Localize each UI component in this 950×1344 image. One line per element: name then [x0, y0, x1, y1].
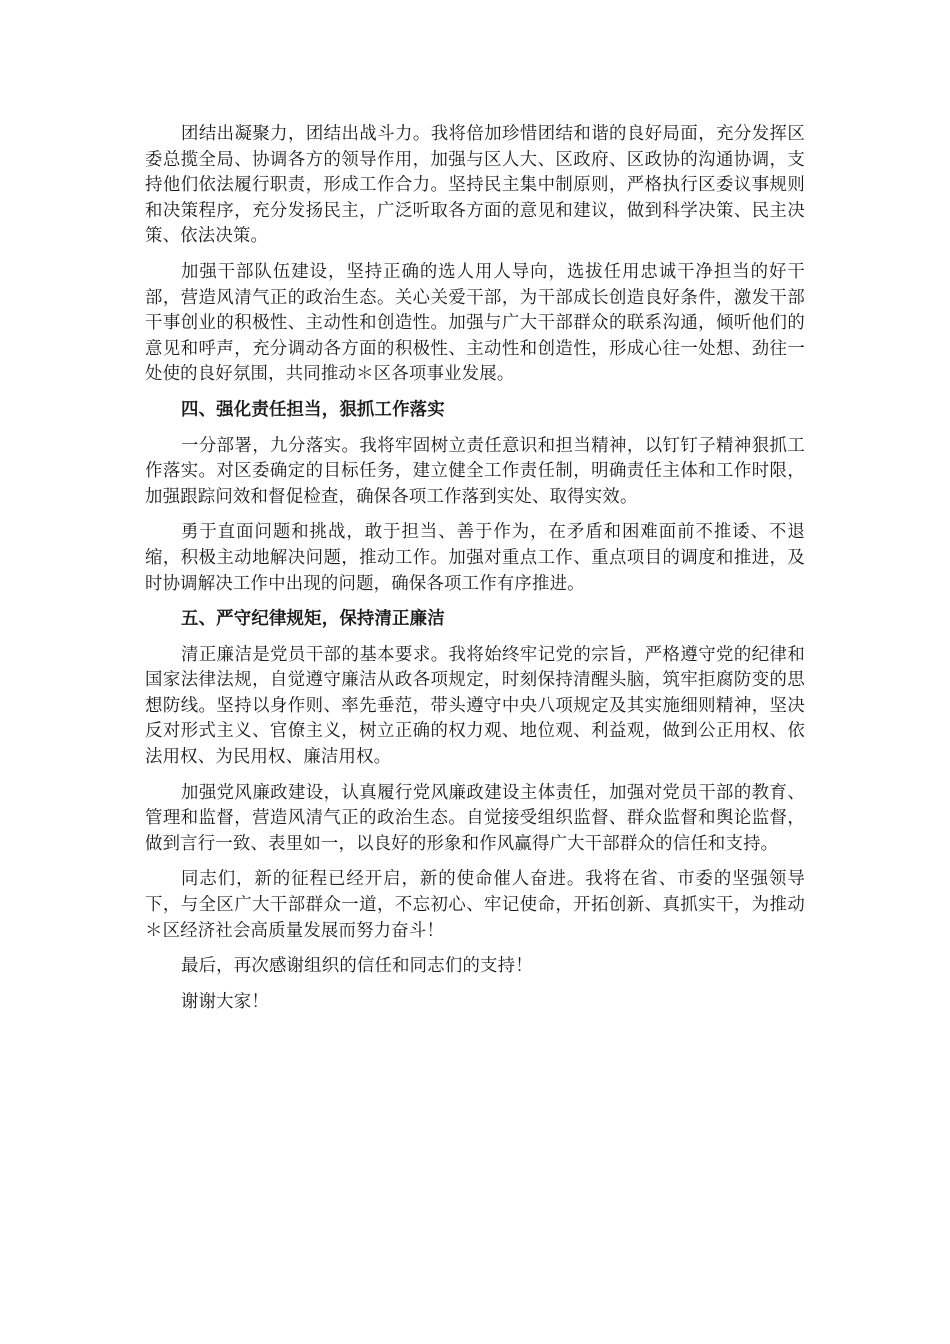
paragraph: 团结出凝聚力，团结出战斗力。我将倍加珍惜团结和谐的良好局面，充分发挥区委总揽全局、协调各方的领导作用，加强与区人大、区政府、区政协的沟通协调，支持他们依法履行职责，形成工作合力。坚持民主集中制原则，严格执行区委议事规则和决策程序，充分发扬民主，广泛听取各方面的意见和建议，做到科学决策、民主决策、依法决策。 [145, 124, 805, 247]
paragraph: 谢谢大家！ [181, 991, 269, 1012]
paragraph: 同志们，新的征程已经开启，新的使命催人奋进。我将在省、市委的坚强领导下，与全区广大干部群众一道，不忘初心、牢记使命，开拓创新、真抓实干，为推动＊区经济社会高质量发展而努力奋斗！ [145, 869, 805, 941]
paragraph: 加强党风廉政建设，认真履行党风廉政建设主体责任，加强对党员干部的教育、管理和监督，营造风清气正的政治生态。自觉接受组织监督、群众监督和舆论监督，做到言行一致、表里如一，以良好的形象和作风赢得广大干部群众的信任和支持。 [145, 782, 805, 854]
paragraph: 一分部署，九分落实。我将牢固树立责任意识和担当精神，以钉钉子精神狠抓工作落实。对区委确定的目标任务，建立健全工作责任制，明确责任主体和工作时限，加强跟踪问效和督促检查，确保各项工作落到实处、取得实效。 [145, 435, 805, 507]
paragraph: 清正廉洁是党员干部的基本要求。我将始终牢记党的宗旨，严格遵守党的纪律和国家法律法规，自觉遵守廉洁从政各项规定，时刻保持清醒头脑，筑牢拒腐防变的思想防线。坚持以身作则、率先垂范，带头遵守中央八项规定及其实施细则精神，坚决反对形式主义、官僚主义，树立正确的权力观、地位观、利益观，做到公正用权、依法用权、为民用权、廉洁用权。 [145, 644, 805, 768]
paragraph: 最后，再次感谢组织的信任和同志们的支持！ [181, 956, 533, 977]
paragraph: 加强干部队伍建设，坚持正确的选人用人导向，选拔任用忠诚干净担当的好干部，营造风清气正的政治生态。关心关爱干部，为干部成长创造良好条件，激发干部干事创业的积极性、主动性和创造性。加强与广大干部群众的联系沟通，倾听他们的意见和呼声，充分调动各方面的积极性、主动性和创造性，形成心往一处想、劲往一处使的良好氛围，共同推动＊区各项事业发展。 [145, 261, 805, 385]
section-heading: 五、严守纪律规矩，保持清正廉洁 [181, 609, 445, 630]
paragraph: 勇于直面问题和挑战，敢于担当、善于作为，在矛盾和困难面前不推诿、不退缩，积极主动地解决问题，推动工作。加强对重点工作、重点项目的调度和推进，及时协调解决工作中出现的问题，确保各项工作有序推进。 [145, 522, 805, 594]
document-body [145, 122, 805, 1025]
section-heading: 四、强化责任担当，狠抓工作落实 [181, 399, 445, 420]
